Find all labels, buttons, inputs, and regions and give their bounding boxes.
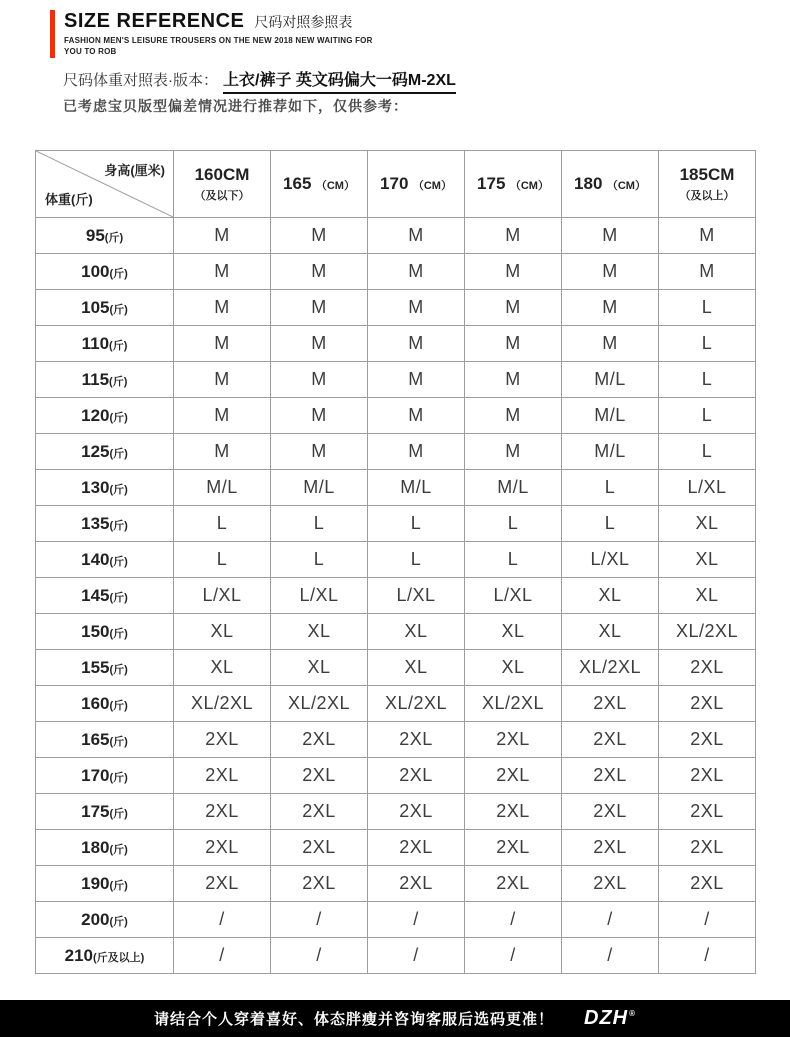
size-cell: M	[368, 290, 465, 326]
table-row	[36, 830, 756, 866]
size-cell: M	[465, 290, 562, 326]
size-cell: XL	[271, 614, 368, 650]
size-cell: L	[465, 506, 562, 542]
size-cell: /	[562, 902, 659, 938]
size-cell: 2XL	[659, 722, 756, 758]
weight-label: 200(斤)	[36, 902, 174, 938]
size-cell: L	[174, 542, 271, 578]
size-cell: M	[465, 326, 562, 362]
size-cell: L/XL	[465, 578, 562, 614]
weight-label: 190(斤)	[36, 866, 174, 902]
weight-axis-label: 体重(斤)	[45, 192, 93, 207]
size-cell: XL/2XL	[368, 686, 465, 722]
size-cell: M	[368, 254, 465, 290]
weight-label: 170(斤)	[36, 758, 174, 794]
size-cell: XL	[562, 578, 659, 614]
table-row	[36, 398, 756, 434]
size-cell: /	[368, 938, 465, 974]
size-cell: 2XL	[465, 866, 562, 902]
weight-label: 150(斤)	[36, 614, 174, 650]
table-row	[36, 938, 756, 974]
recommendation-note: 已考虑宝贝版型偏差情况进行推荐如下，仅供参考：	[63, 98, 408, 114]
size-cell: 2XL	[465, 758, 562, 794]
size-cell: L/XL	[562, 542, 659, 578]
weight-label: 135(斤)	[36, 506, 174, 542]
weight-label: 210(斤及以上)	[36, 938, 174, 974]
table-row	[36, 686, 756, 722]
size-cell: 2XL	[271, 758, 368, 794]
size-cell: 2XL	[465, 830, 562, 866]
size-cell: M	[271, 434, 368, 470]
size-cell: 2XL	[562, 794, 659, 830]
table-row	[36, 326, 756, 362]
size-cell: M	[174, 398, 271, 434]
weight-label: 140(斤)	[36, 542, 174, 578]
column-header: 175 （CM）	[465, 151, 562, 218]
size-cell: XL	[659, 542, 756, 578]
size-cell: M	[174, 326, 271, 362]
size-cell: XL/2XL	[659, 614, 756, 650]
size-cell: 2XL	[271, 722, 368, 758]
column-header: 160CM （及以下）	[174, 151, 271, 218]
page-title-cn: 尺码对照参照表	[254, 14, 353, 30]
size-cell: 2XL	[659, 794, 756, 830]
size-cell: /	[465, 938, 562, 974]
size-cell: L	[659, 290, 756, 326]
size-cell: M/L	[174, 470, 271, 506]
size-cell: 2XL	[368, 722, 465, 758]
size-cell: L	[659, 398, 756, 434]
size-cell: L	[562, 506, 659, 542]
size-cell: M	[562, 218, 659, 254]
size-cell: M/L	[562, 398, 659, 434]
weight-label: 125(斤)	[36, 434, 174, 470]
brand-text	[64, 10, 373, 58]
size-cell: L/XL	[659, 470, 756, 506]
size-cell: 2XL	[368, 866, 465, 902]
weight-label: 120(斤)	[36, 398, 174, 434]
size-cell: /	[368, 902, 465, 938]
size-cell: 2XL	[562, 830, 659, 866]
size-cell: M	[174, 362, 271, 398]
size-cell: M/L	[562, 362, 659, 398]
size-cell: M	[659, 254, 756, 290]
subtitle-line2: YOU TO ROB	[64, 46, 117, 56]
table-row	[36, 470, 756, 506]
size-cell: /	[271, 938, 368, 974]
table-row	[36, 650, 756, 686]
size-cell: 2XL	[174, 866, 271, 902]
size-cell: M	[465, 362, 562, 398]
table-row	[36, 290, 756, 326]
table-row	[36, 434, 756, 470]
table-row	[36, 218, 756, 254]
column-header: 170 （CM）	[368, 151, 465, 218]
page-subtitle	[64, 36, 373, 58]
weight-label: 105(斤)	[36, 290, 174, 326]
size-cell: 2XL	[465, 722, 562, 758]
brand-header	[50, 10, 373, 58]
column-header: 185CM （及以上）	[659, 151, 756, 218]
size-cell: L/XL	[174, 578, 271, 614]
size-cell: /	[271, 902, 368, 938]
size-cell: M	[659, 218, 756, 254]
size-cell: 2XL	[368, 758, 465, 794]
size-cell: 2XL	[562, 686, 659, 722]
size-table	[35, 150, 756, 974]
size-cell: /	[174, 938, 271, 974]
size-cell: M	[465, 218, 562, 254]
weight-label: 115(斤)	[36, 362, 174, 398]
size-cell: 2XL	[174, 830, 271, 866]
weight-label: 95(斤)	[36, 218, 174, 254]
brand-logo: DZH®	[584, 1007, 637, 1029]
weight-label: 130(斤)	[36, 470, 174, 506]
footer-bar	[0, 1000, 790, 1037]
size-cell: M	[271, 326, 368, 362]
size-cell: XL	[271, 650, 368, 686]
size-cell: XL/2XL	[562, 650, 659, 686]
size-cell: 2XL	[659, 650, 756, 686]
size-cell: L	[659, 362, 756, 398]
table-row	[36, 254, 756, 290]
version-prefix: 尺码体重对照表·版本：	[63, 72, 218, 89]
size-cell: M	[174, 434, 271, 470]
header-row	[36, 151, 756, 218]
size-cell: 2XL	[271, 794, 368, 830]
size-cell: M	[368, 362, 465, 398]
weight-label: 110(斤)	[36, 326, 174, 362]
size-cell: M	[562, 326, 659, 362]
size-cell: M	[368, 326, 465, 362]
size-cell: 2XL	[562, 866, 659, 902]
weight-label: 145(斤)	[36, 578, 174, 614]
size-cell: L	[271, 506, 368, 542]
size-cell: 2XL	[562, 758, 659, 794]
size-cell: L	[465, 542, 562, 578]
table-row	[36, 722, 756, 758]
size-cell: M	[368, 218, 465, 254]
weight-label: 160(斤)	[36, 686, 174, 722]
size-cell: L	[174, 506, 271, 542]
size-cell: XL	[465, 650, 562, 686]
size-cell: 2XL	[174, 758, 271, 794]
size-cell: 2XL	[368, 794, 465, 830]
size-cell: M/L	[562, 434, 659, 470]
table-row	[36, 758, 756, 794]
size-cell: M	[562, 290, 659, 326]
footer-note: 请结合个人穿着喜好、体态胖瘦并咨询客服后选码更准！	[153, 1011, 554, 1028]
size-cell: 2XL	[659, 866, 756, 902]
size-cell: M	[174, 254, 271, 290]
accent-bar	[50, 10, 55, 58]
size-cell: XL	[659, 506, 756, 542]
size-cell: M	[271, 290, 368, 326]
table-row	[36, 542, 756, 578]
size-cell: M/L	[465, 470, 562, 506]
weight-label: 155(斤)	[36, 650, 174, 686]
size-cell: XL/2XL	[465, 686, 562, 722]
table-row	[36, 794, 756, 830]
size-cell: 2XL	[174, 722, 271, 758]
size-cell: M	[271, 398, 368, 434]
subtitle-line1: FASHION MEN'S LEISURE TROUSERS ON THE NEW 2018 NEW WAITING FOR	[64, 36, 373, 45]
size-cell: L	[562, 470, 659, 506]
table-row	[36, 506, 756, 542]
size-cell: XL	[368, 614, 465, 650]
table-row	[36, 614, 756, 650]
size-cell: 2XL	[465, 794, 562, 830]
weight-label: 165(斤)	[36, 722, 174, 758]
size-cell: M/L	[271, 470, 368, 506]
table-row	[36, 866, 756, 902]
corner-cell	[36, 151, 174, 218]
size-cell: XL/2XL	[174, 686, 271, 722]
size-cell: M	[271, 254, 368, 290]
size-cell: 2XL	[659, 686, 756, 722]
column-header: 180 （CM）	[562, 151, 659, 218]
size-cell: L	[368, 506, 465, 542]
size-cell: M	[465, 398, 562, 434]
size-cell: 2XL	[368, 830, 465, 866]
size-cell: L/XL	[368, 578, 465, 614]
size-cell: 2XL	[174, 794, 271, 830]
table-row	[36, 902, 756, 938]
size-cell: XL	[174, 650, 271, 686]
size-cell: M	[562, 254, 659, 290]
height-axis-label: 身高(厘米)	[104, 163, 165, 178]
size-cell: /	[465, 902, 562, 938]
size-cell: /	[174, 902, 271, 938]
size-cell: L	[271, 542, 368, 578]
size-cell: M	[465, 434, 562, 470]
column-header: 165 （CM）	[271, 151, 368, 218]
size-cell: XL	[174, 614, 271, 650]
size-cell: L	[368, 542, 465, 578]
size-cell: M	[271, 362, 368, 398]
size-cell: L/XL	[271, 578, 368, 614]
size-cell: L	[659, 326, 756, 362]
size-cell: M	[174, 290, 271, 326]
size-cell: 2XL	[271, 866, 368, 902]
size-cell: M	[368, 434, 465, 470]
weight-label: 180(斤)	[36, 830, 174, 866]
size-cell: XL	[562, 614, 659, 650]
registered-mark: ®	[629, 1009, 637, 1019]
version-highlight: 上衣/裤子 英文码偏大一码M-2XL	[223, 72, 456, 94]
size-cell: M	[271, 218, 368, 254]
size-cell: XL/2XL	[271, 686, 368, 722]
size-cell: M	[465, 254, 562, 290]
size-cell: 2XL	[562, 722, 659, 758]
page-title-en: SIZE REFERENCE	[64, 10, 245, 32]
size-cell: XL	[368, 650, 465, 686]
size-cell: XL	[659, 578, 756, 614]
size-cell: 2XL	[659, 758, 756, 794]
size-cell: /	[659, 938, 756, 974]
size-cell: XL	[465, 614, 562, 650]
size-cell: /	[659, 902, 756, 938]
size-cell: M	[174, 218, 271, 254]
size-cell: M/L	[368, 470, 465, 506]
size-cell: 2XL	[659, 830, 756, 866]
size-cell: L	[659, 434, 756, 470]
version-line	[63, 67, 456, 90]
weight-label: 175(斤)	[36, 794, 174, 830]
size-cell: M	[368, 398, 465, 434]
size-cell: /	[562, 938, 659, 974]
table-row	[36, 362, 756, 398]
weight-label: 100(斤)	[36, 254, 174, 290]
table-row	[36, 578, 756, 614]
size-cell: 2XL	[271, 830, 368, 866]
